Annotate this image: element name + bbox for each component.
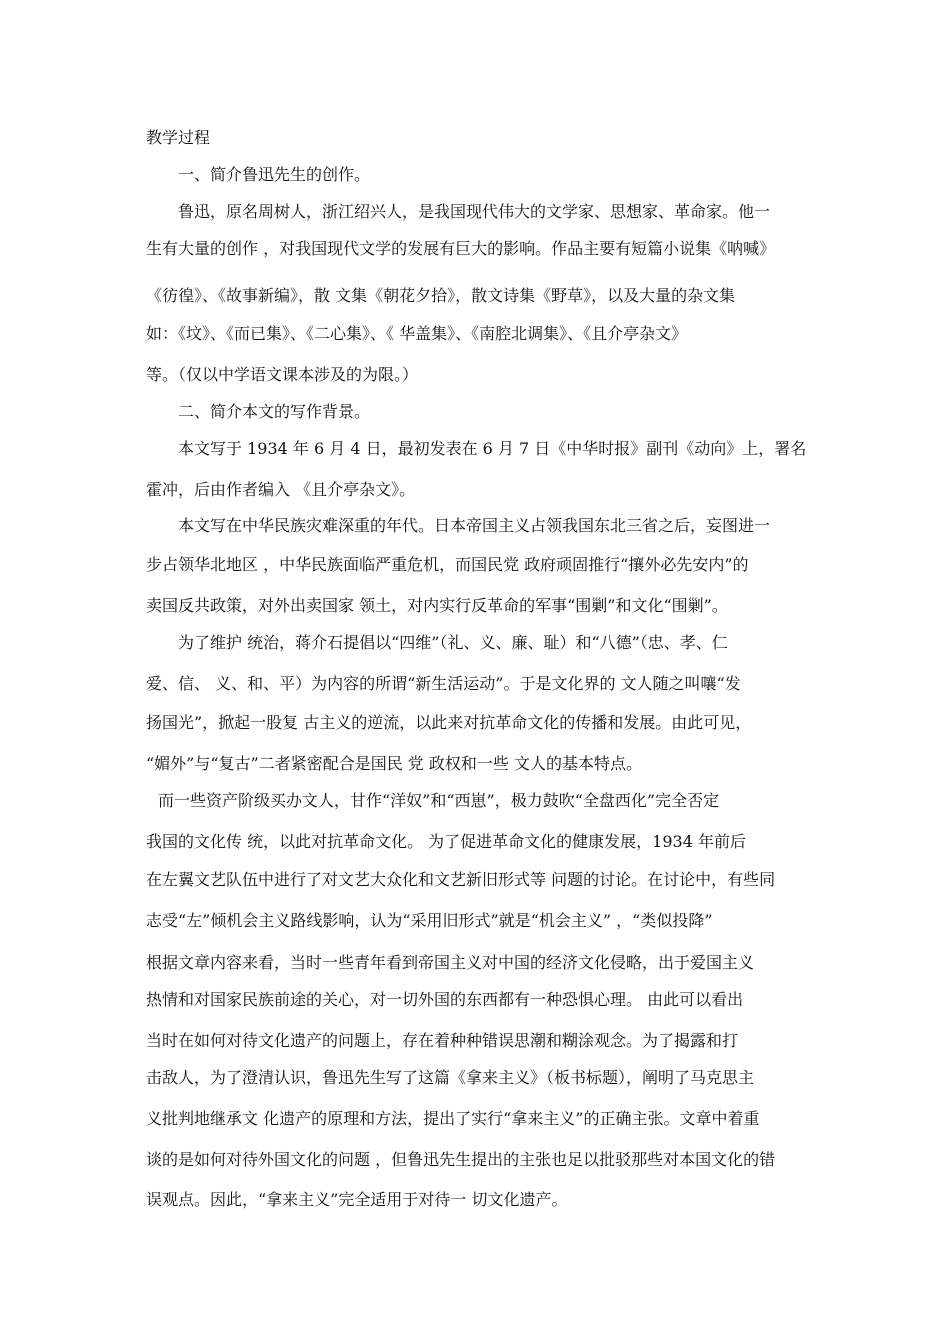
- paragraph-line: 为了维护 统治，蒋介石提倡以“四维”（礼、义、廉、耻）和“八德”（忠、孝、仁: [178, 633, 728, 652]
- paragraph-line: 步占领华北地区 ，中华民族面临严重危机，而国民党 政府顽固推行“攘外必先安内”的: [146, 555, 749, 574]
- paragraph-line: 霍冲，后由作者编入 《且介亭杂文》。: [146, 480, 416, 499]
- paragraph-line: “媚外”与“复古”二者紧密配合是国民 党 政权和一些 文人的基本特点。: [146, 754, 642, 773]
- paragraph-line: 根据文章内容来看，当时一些青年看到帝国主义对中国的经济文化侵略，出于爱国主义: [146, 953, 755, 972]
- paragraph-line: 志受“左”倾机会主义路线影响，认为“采用旧形式”就是“机会主义” ，“类似投降”: [146, 911, 713, 930]
- paragraph-line: 误观点。因此，“拿来主义”完全适用于对待一 切文化遗产。: [146, 1190, 568, 1209]
- paragraph-line: 本文写于 1934 年 6 月 4 日，最初发表在 6 月 7 日《中华时报》副刊《动向》上，署名: [178, 439, 807, 458]
- paragraph-line: 等。（仅以中学语文课本涉及的为限。）: [146, 365, 419, 384]
- paragraph-line: 爱、信、 义、和、平）为内容的所谓“新生活运动”。于是文化界的 文人随之叫嚷“发: [146, 674, 741, 693]
- paragraph-line: 在左翼文艺队伍中进行了对文艺大众化和文艺新旧形式等 问题的讨论。在讨论中，有些同: [146, 870, 776, 889]
- paragraph-line: 本文写在中华民族灾难深重的年代。日本帝国主义占领我国东北三省之后，妄图进一: [178, 516, 771, 535]
- paragraph-line: 当时在如何对待文化遗产的问题上，存在着种种错误思潮和糊涂观念。为了揭露和打: [146, 1031, 739, 1050]
- paragraph-line: 《彷徨》、《故事新编》，散 文集《朝花夕拾》，散文诗集《野草》，以及大量的杂文集: [146, 286, 736, 305]
- section-heading-teaching-process: 教学过程: [146, 128, 211, 147]
- paragraph-line: 生有大量的创作 ，对我国现代文学的发展有巨大的影响。作品主要有短篇小说集《呐喊》: [146, 239, 776, 258]
- paragraph-line: 谈的是如何对待外国文化的问题 ，但鲁迅先生提出的主张也足以批驳那些对本国文化的错: [146, 1150, 776, 1169]
- paragraph-line: 击敌人，为了澄清认识，鲁迅先生写了这篇《拿来主义》（板书标题），阐明了马克思主: [146, 1068, 755, 1087]
- paragraph-line: 我国的文化传 统，以此对抗革命文化。 为了促进革命文化的健康发展，1934 年前后: [146, 832, 746, 851]
- paragraph-line: 而一些资产阶级买办文人，甘作“洋奴”和“西崽”，极力鼓吹“全盘西化”完全否定: [158, 791, 720, 810]
- paragraph-line: 鲁迅，原名周树人，浙江绍兴人，是我国现代伟大的文学家、思想家、革命家。他一: [178, 202, 771, 221]
- section-heading-1: 一、简介鲁迅先生的创作。: [178, 165, 371, 184]
- paragraph-line: 扬国光”，掀起一股复 古主义的逆流，以此来对抗革命文化的传播和发展。由此可见，: [146, 713, 752, 732]
- paragraph-line: 热情和对国家民族前途的关心，对一切外国的东西都有一种恐惧心理。 由此可以看出: [146, 990, 744, 1009]
- paragraph-line: 如：《坟》、《而已集》、《二心集》、《 华盖集》、《南腔北调集》、《且介亭杂文》: [146, 324, 688, 343]
- section-heading-2: 二、简介本文的写作背景。: [178, 402, 371, 421]
- paragraph-line: 义批判地继承文 化遗产的原理和方法，提出了实行“拿来主义”的正确主张。文章中着重: [146, 1109, 760, 1128]
- paragraph-line: 卖国反共政策，对外出卖国家 领土，对内实行反革命的军事“围剿”和文化“围剿”。: [146, 596, 728, 615]
